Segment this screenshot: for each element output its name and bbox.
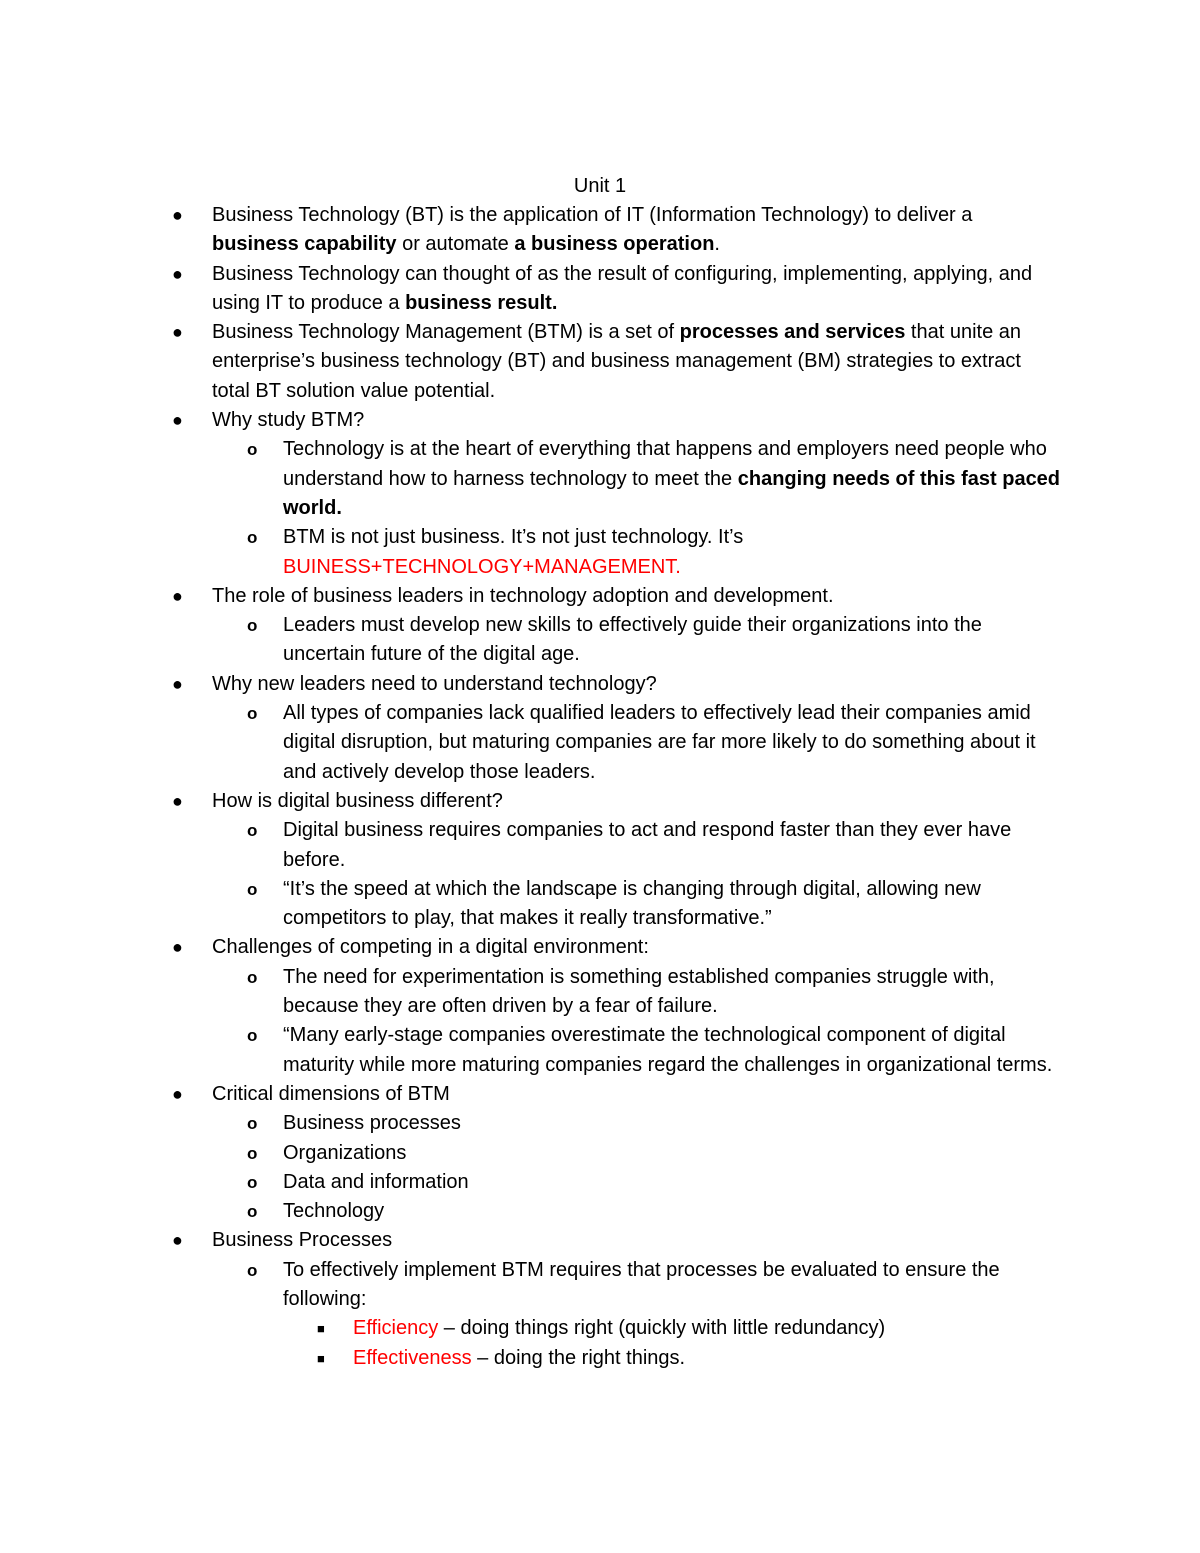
- item-text: Technology: [283, 1200, 385, 1223]
- sub-sub-item-efficiency: [0, 1314, 1063, 1343]
- sub-item-implement-btm: [0, 1256, 1063, 1315]
- item-highlight-text: BUINESS+TECHNOLOGY+MANAGEMENT.: [283, 555, 681, 578]
- sub-sub-item-effectiveness: [0, 1344, 1063, 1373]
- square-bullet-icon: ■: [317, 1321, 325, 1337]
- sub-item-dimension: [0, 1197, 1063, 1226]
- item-text: Challenges of competing in a digital environment:: [212, 936, 649, 959]
- item-text: Business Processes: [212, 1229, 393, 1252]
- item-text: Leaders must develop new skills to effectively guide their organizations into the uncertain future of the digital age.: [283, 614, 982, 666]
- item-bold-text: business result.: [405, 291, 558, 314]
- bullet-icon: ●: [172, 322, 183, 343]
- item-text: “It’s the speed at which the landscape is changing through digital, allowing new competitors to play, that makes it really transformative.”: [283, 877, 981, 930]
- item-text: .: [714, 233, 720, 256]
- bullet-icon: ●: [172, 1083, 183, 1104]
- circle-bullet-icon: o: [247, 704, 258, 724]
- circle-bullet-icon: o: [247, 1114, 258, 1134]
- item-text: The role of business leaders in technology adoption and development.: [212, 584, 834, 607]
- circle-bullet-icon: o: [247, 1026, 258, 1046]
- item-text: Why study BTM?: [212, 409, 365, 432]
- bullet-icon: ●: [172, 1230, 183, 1251]
- sub-item-act-faster: [0, 816, 1063, 875]
- list-item-digital-different: [0, 787, 1062, 816]
- list-item-leaders-role: [0, 582, 1062, 611]
- item-text: – doing things right (quickly with little redundancy): [438, 1317, 886, 1340]
- item-highlight-text: Efficiency: [353, 1317, 439, 1340]
- item-bold-text: changing needs of this fast paced world.: [283, 467, 1061, 519]
- bullet-icon: ●: [172, 790, 183, 811]
- item-text: that unite an enterprise’s business technology (BT) and business management (BM) strategies to extract total BT solution value potential.: [212, 321, 1021, 402]
- circle-bullet-icon: o: [247, 440, 258, 460]
- bullet-icon: ●: [172, 937, 183, 958]
- bullet-list: [0, 201, 1200, 1373]
- item-text: Data and information: [283, 1170, 469, 1193]
- item-text: How is digital business different?: [212, 789, 503, 812]
- circle-bullet-icon: o: [247, 1143, 258, 1163]
- item-text: Why new leaders need to understand technology?: [212, 672, 657, 695]
- item-bold-text: processes and services: [679, 321, 906, 344]
- item-text: All types of companies lack qualified leaders to effectively lead their companies amid digital disruption, but maturing companies are far more likely to do something about it and actively develop those leaders.: [283, 702, 1036, 783]
- bullet-icon: ●: [172, 585, 183, 606]
- item-text: The need for experimentation is something established companies struggle with, because they are often driven by a fear of failure.: [283, 965, 995, 1018]
- circle-bullet-icon: o: [247, 1172, 258, 1192]
- item-text: Business processes: [283, 1112, 461, 1135]
- list-item-critical-dimensions: [0, 1080, 1062, 1109]
- item-text: Organizations: [283, 1141, 407, 1164]
- list-item-why-study-btm: [0, 406, 1062, 435]
- bullet-icon: ●: [172, 205, 183, 225]
- item-text: Business Technology (BT) is the application of IT (Information Technology) to deliver a: [212, 204, 973, 226]
- item-text: To effectively implement BTM requires that processes be evaluated to ensure the following:: [283, 1258, 1000, 1310]
- item-bold-text: business capability: [212, 233, 397, 256]
- sub-item-technology-heart: [0, 435, 1063, 523]
- list-item-business-processes: [0, 1226, 1062, 1255]
- sub-item-experimentation: [0, 963, 1063, 1022]
- circle-bullet-icon: o: [247, 528, 258, 548]
- list-item-bt-result: [0, 260, 1062, 319]
- sub-item-companies-lack-leaders: [0, 699, 1063, 787]
- list-item-why-new-leaders: [0, 670, 1062, 699]
- document-title: Unit 1: [573, 175, 627, 197]
- item-text: Technology is at the heart of everything that happens and employers need people who understand how to harness technology to meet the: [283, 438, 1047, 490]
- sub-item-speed-quote: [0, 875, 1063, 934]
- list-item-btm-definition: [0, 318, 1062, 406]
- sub-item-dimension: [0, 1139, 1063, 1168]
- square-bullet-icon: ■: [317, 1350, 325, 1366]
- item-text: Business Technology Management (BTM) is a set of: [212, 321, 680, 344]
- sub-item-btm-not-just-business: [0, 523, 1063, 582]
- item-bold-text: a business operation: [514, 233, 715, 256]
- item-text: – doing the right things.: [471, 1346, 686, 1369]
- circle-bullet-icon: o: [247, 1202, 258, 1222]
- sub-item-dimension: [0, 1109, 1063, 1138]
- list-item-challenges: [0, 933, 1062, 962]
- item-text: Business Technology can thought of as the result of configuring, implementing, applying, and using IT to produce a: [212, 262, 1033, 314]
- item-text: BTM is not just business. It’s not just technology. It’s: [283, 526, 744, 549]
- bullet-icon: ●: [172, 410, 183, 431]
- sub-item-dimension: [0, 1168, 1063, 1197]
- circle-bullet-icon: o: [247, 879, 258, 899]
- item-highlight-text: Effectiveness: [353, 1346, 472, 1369]
- circle-bullet-icon: o: [247, 821, 258, 841]
- circle-bullet-icon: o: [247, 1260, 258, 1280]
- circle-bullet-icon: o: [247, 967, 258, 987]
- item-text: Digital business requires companies to act and respond faster than they ever have before.: [283, 819, 1012, 871]
- item-text: Critical dimensions of BTM: [212, 1082, 450, 1105]
- bullet-icon: ●: [172, 263, 183, 284]
- circle-bullet-icon: o: [247, 616, 258, 636]
- sub-item-leaders-skills: [0, 611, 1063, 670]
- list-item-bt-definition: [0, 201, 1062, 260]
- bullet-icon: ●: [172, 673, 183, 694]
- item-text: “Many early-stage companies overestimate the technological component of digital maturity while more maturing companies regard the challenges in organizational terms.: [283, 1024, 1053, 1076]
- sub-item-early-stage-quote: [0, 1021, 1063, 1080]
- item-text: or automate: [396, 233, 515, 256]
